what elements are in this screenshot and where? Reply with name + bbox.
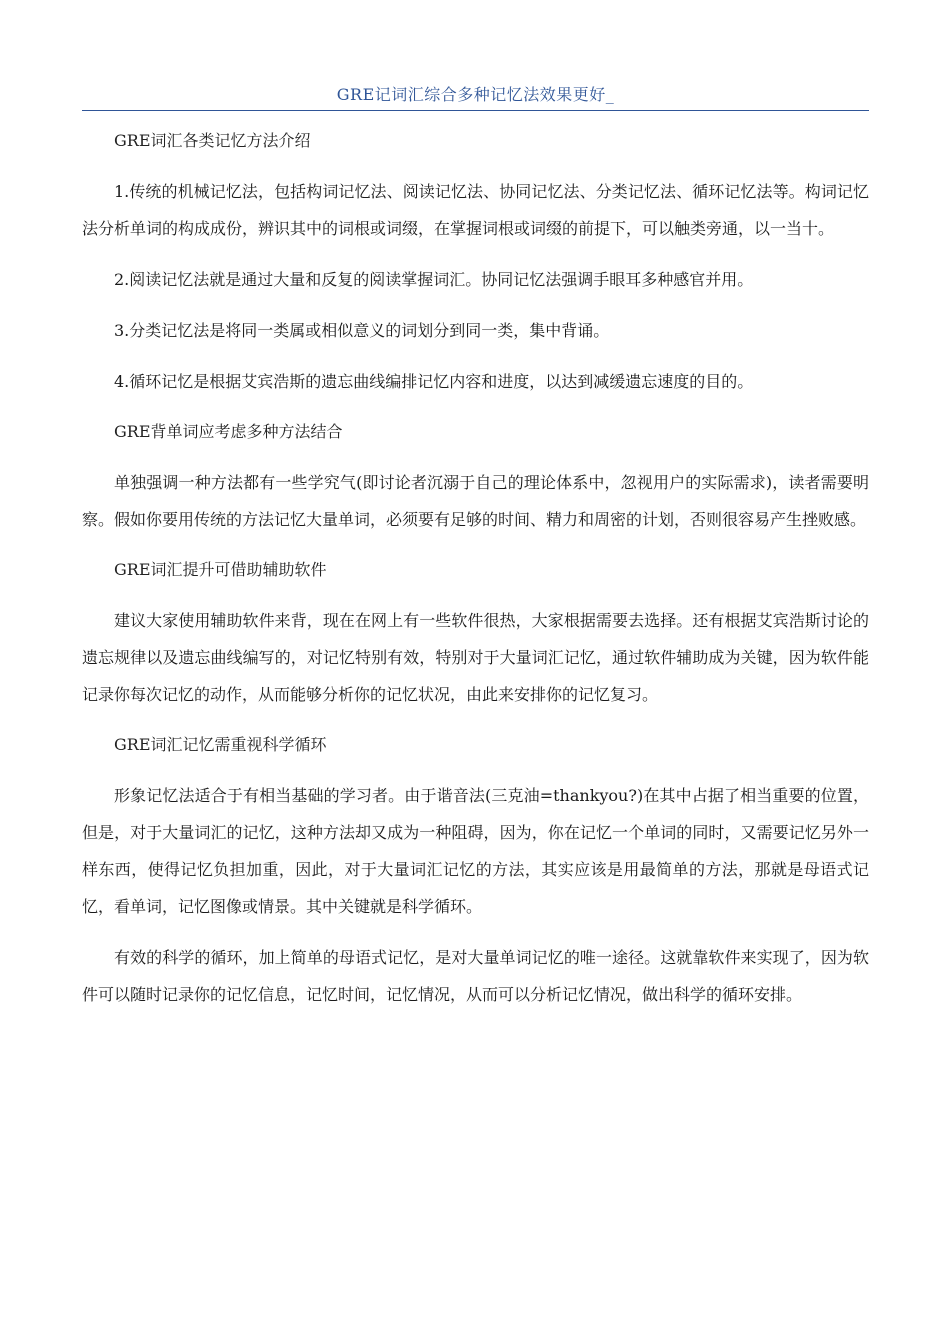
paragraph-software: 建议大家使用辅助软件来背，现在在网上有一些软件很热，大家根据需要去选择。还有根据艾宾浩斯讨论的遗忘规律以及遗忘曲线编写的，对记忆特别有效，特别对于大量词汇记忆，通过软件辅助成为关键，因为软件能记录你每次记忆的动作，从而能够分析你的记忆状况，由此来安排你的记忆复习。 <box>82 611 869 704</box>
paragraph-cyclic-memory: 4.循环记忆是根据艾宾浩斯的遗忘曲线编排记忆内容和进度，以达到减缓遗忘速度的目的。 <box>114 372 754 391</box>
document-header <box>82 84 869 111</box>
paragraph-effective-cycle: 有效的科学的循环，加上简单的母语式记忆，是对大量单词记忆的唯一途径。这就靠软件来实现了，因为软件可以随时记录你的记忆信息，记忆时间，记忆情况，从而可以分析记忆情况，做出科学的循环安排。 <box>82 948 869 1004</box>
paragraph-image-memory: 形象记忆法适合于有相当基础的学习者。由于谐音法(三克油=thankyou?)在其中占据了相当重要的位置，但是，对于大量词汇的记忆，这种方法却又成为一种阻碍，因为，你在记忆一个单词的同时，又需要记忆另外一样东西，使得记忆负担加重，因此，对于大量词汇记忆的方法，其实应该是用最简单的方法，那就是母语式记忆，看单词，记忆图像或情景。其中关键就是科学循环。 <box>82 786 869 916</box>
document-body <box>82 123 869 1013</box>
paragraph-combine-methods: 单独强调一种方法都有一些学究气(即讨论者沉溺于自己的理论体系中，忽视用户的实际需求)，读者需要明察。假如你要用传统的方法记忆大量单词，必须要有足够的时间、精力和周密的计划，否则很容易产生挫败感。 <box>82 473 869 529</box>
paragraph-reading-memory: 2.阅读记忆法就是通过大量和反复的阅读掌握词汇。协同记忆法强调手眼耳多种感官并用。 <box>114 270 754 289</box>
section-heading-methods: GRE词汇各类记忆方法介绍 <box>114 131 311 150</box>
paragraph-category-memory: 3.分类记忆法是将同一类属或相似意义的词划分到同一类，集中背诵。 <box>114 321 610 340</box>
document-title: GRE记词汇综合多种记忆法效果更好_ <box>336 85 615 104</box>
section-heading-combine-methods: GRE背单词应考虑多种方法结合 <box>114 422 343 441</box>
paragraph-mechanical-memory: 1.传统的机械记忆法，包括构词记忆法、阅读记忆法、协同记忆法、分类记忆法、循环记忆法等。构词记忆法分析单词的构成成份，辨识其中的词根或词缀，在掌握词根或词缀的前提下，可以触类旁通，以一当十。 <box>82 182 869 238</box>
section-heading-scientific-cycle: GRE词汇记忆需重视科学循环 <box>114 735 327 754</box>
section-heading-software: GRE词汇提升可借助辅助软件 <box>114 560 327 579</box>
